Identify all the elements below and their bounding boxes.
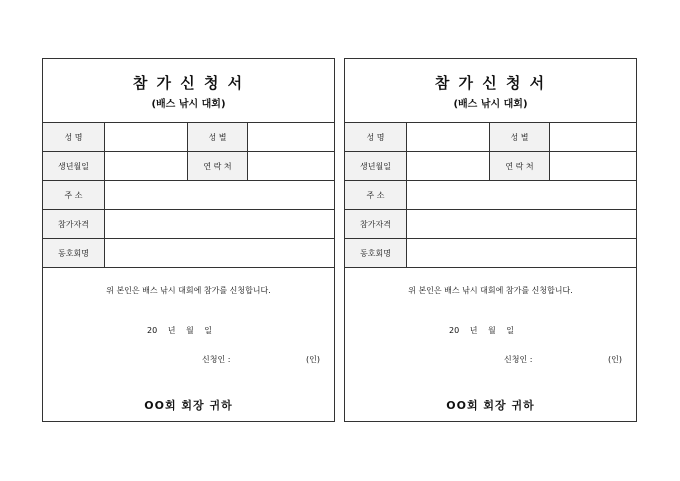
gender-label: 성 별	[490, 123, 550, 151]
birthdate-label: 생년월일	[345, 152, 407, 180]
contact-label: 연 락 처	[490, 152, 550, 180]
form-table	[345, 122, 636, 268]
club-field[interactable]	[105, 239, 334, 267]
form-table	[43, 122, 334, 268]
table-row	[345, 151, 636, 180]
seal-mark: (인)	[608, 355, 622, 364]
name-label: 성 명	[345, 123, 407, 151]
table-row	[43, 122, 334, 151]
name-field[interactable]	[105, 123, 188, 151]
address-label: 주 소	[345, 181, 407, 209]
address-label: 주 소	[43, 181, 105, 209]
club-label: 동호회명	[345, 239, 407, 267]
qualification-label: 참가자격	[345, 210, 407, 238]
form-subtitle: (배스 낚시 대회)	[453, 99, 528, 110]
name-label: 성 명	[43, 123, 105, 151]
qualification-label: 참가자격	[43, 210, 105, 238]
birthdate-field[interactable]	[105, 152, 188, 180]
form-subtitle: (배스 낚시 대회)	[151, 99, 226, 110]
table-row	[345, 238, 636, 268]
declaration-text: 위 본인은 배스 낚시 대회에 참가를 신청합니다.	[106, 286, 271, 295]
name-field[interactable]	[407, 123, 490, 151]
contact-field[interactable]	[550, 152, 636, 180]
table-row	[43, 238, 334, 268]
contact-label: 연 락 처	[188, 152, 248, 180]
address-field[interactable]	[105, 181, 334, 209]
date-line: 20 년 월 일	[147, 326, 212, 335]
gender-label: 성 별	[188, 123, 248, 151]
applicant-label: 신청인 :	[202, 355, 231, 364]
applicant-label: 신청인 :	[504, 355, 533, 364]
table-row	[345, 122, 636, 151]
date-line: 20 년 월 일	[449, 326, 514, 335]
table-row	[345, 180, 636, 209]
birthdate-field[interactable]	[407, 152, 490, 180]
table-row	[43, 180, 334, 209]
form-title: 참 가 신 청 서	[132, 74, 245, 92]
birthdate-label: 생년월일	[43, 152, 105, 180]
club-label: 동호회명	[43, 239, 105, 267]
table-row	[43, 151, 334, 180]
recipient-line: OO회 회장 귀하	[144, 399, 233, 412]
recipient-line: OO회 회장 귀하	[446, 399, 535, 412]
club-field[interactable]	[407, 239, 636, 267]
contact-field[interactable]	[248, 152, 334, 180]
table-row	[345, 209, 636, 238]
table-row	[43, 209, 334, 238]
seal-mark: (인)	[306, 355, 320, 364]
application-form-left	[42, 58, 335, 422]
qualification-field[interactable]	[407, 210, 636, 238]
gender-field[interactable]	[550, 123, 636, 151]
application-form-right	[344, 58, 637, 422]
declaration-text: 위 본인은 배스 낚시 대회에 참가를 신청합니다.	[408, 286, 573, 295]
gender-field[interactable]	[248, 123, 334, 151]
qualification-field[interactable]	[105, 210, 334, 238]
form-title: 참 가 신 청 서	[434, 74, 547, 92]
address-field[interactable]	[407, 181, 636, 209]
